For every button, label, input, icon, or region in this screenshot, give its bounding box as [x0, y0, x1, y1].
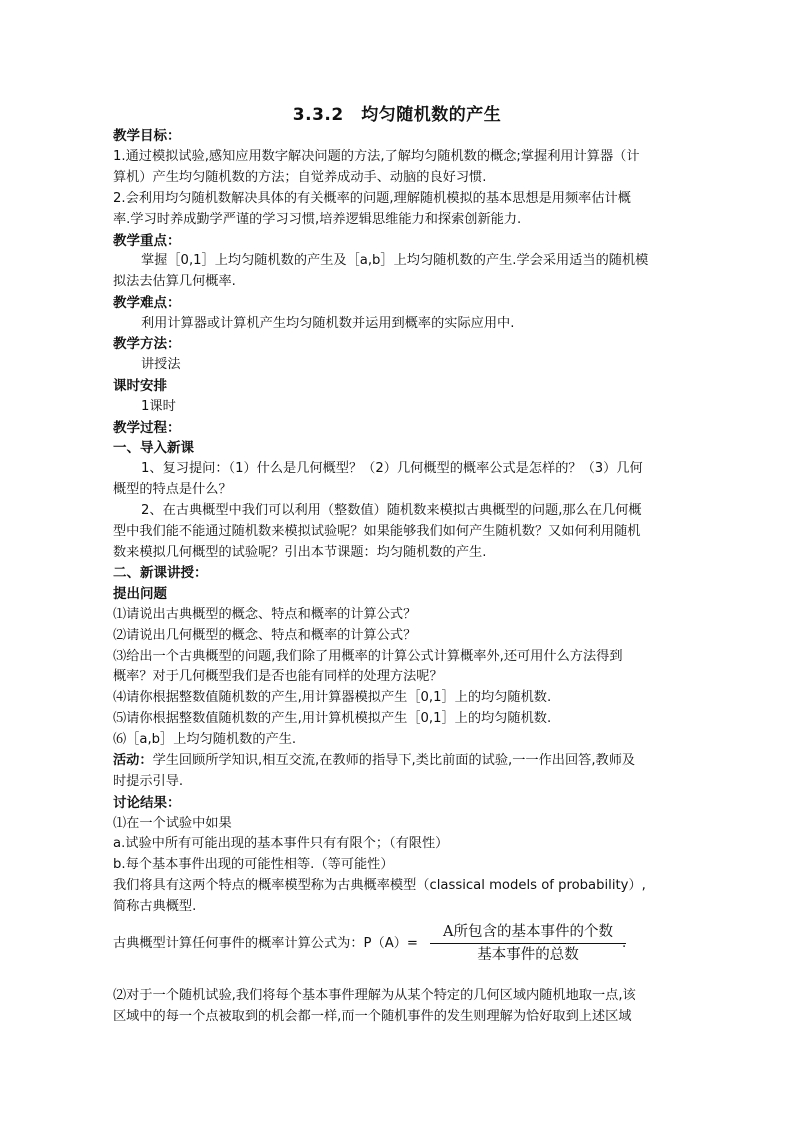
fraction-denominator: 基本事件的总数: [430, 943, 626, 966]
inline-text: 学生回顾所学知识,相互交流,在教师的指导下,类比前面的试验,一一作出回答,教师及: [152, 753, 636, 768]
formula-end: .: [622, 936, 627, 951]
text-line: 区域中的每一个点被取到的机会都一样,而一个随机事件的发生则理解为恰好取到上述区域: [113, 1009, 632, 1024]
text-line: 1.通过模拟试验,感知应用数字解决问题的方法,了解均匀随机数的概念;掌握利用计算器（计: [113, 149, 640, 164]
text-line: 1、复习提问：（1）什么是几何概型？（2）几何概型的概率公式是怎样的？（3）几何: [141, 461, 643, 476]
formula-label: 古典概型计算任何事件的概率计算公式为：P（A）=: [113, 936, 418, 951]
text-line: ⑴在一个试验中如果: [113, 816, 232, 831]
text-line: 概型的特点是什么？: [113, 482, 232, 497]
section-heading: 教学过程：: [113, 420, 181, 436]
text-line: ⑷请你根据整数值随机数的产生,用计算器模拟产生［0,1］上的均匀随机数.: [113, 690, 552, 705]
text-line: ⑶给出一个古典概型的问题,我们除了用概率的计算公式计算概率外,还可用什么方法得到: [113, 649, 623, 664]
section-heading: 一、导入新课: [113, 440, 194, 456]
text-line: 率.学习时养成勤学严谨的学习习惯,培养逻辑思维能力和探索创新能力.: [113, 212, 522, 227]
text-line: 我们将具有这两个特点的概率模型称为古典概率模型（classical models of probability）,: [113, 878, 646, 893]
text-line: 型中我们能不能通过随机数来模拟试验呢？如果能够我们如何产生随机数？又如何利用随机: [113, 524, 641, 539]
probability-fraction: [430, 921, 626, 966]
text-line: ⑸请你根据整数值随机数的产生,用计算机模拟产生［0,1］上的均匀随机数.: [113, 711, 552, 726]
inline-label: 活动：: [113, 753, 153, 768]
section-heading: 教学难点：: [113, 295, 181, 311]
text-line: [113, 751, 688, 771]
text-line: a.试验中所有可能出现的基本事件只有有限个；（有限性）: [113, 836, 449, 851]
text-line: ⑴请说出古典概型的概念、特点和概率的计算公式？: [113, 607, 417, 622]
section-heading: 课时安排: [113, 378, 167, 394]
fraction-numerator: A所包含的基本事件的个数: [443, 924, 613, 940]
text-line: 2、在古典概型中我们可以利用（整数值）随机数来模拟古典概型的问题,那么在几何概: [141, 503, 642, 518]
section-heading: 教学目标：: [113, 128, 181, 144]
text-line: b.每个基本事件出现的可能性相等.（等可能性）: [113, 857, 394, 872]
section-heading: 教学重点：: [113, 233, 181, 249]
text-line: 讲授法: [141, 357, 181, 372]
section-heading: 讨论结果：: [113, 795, 181, 811]
section-heading: 二、新课讲授：: [113, 565, 208, 581]
text-line: ⑵对于一个随机试验,我们将每个基本事件理解为从某个特定的几何区域内随机地取一点,该: [113, 988, 636, 1003]
page-title: 3.3.2 均匀随机数的产生: [292, 105, 502, 125]
section-heading: 提出问题: [113, 586, 167, 602]
text-line: ⑹［a,b］上均匀随机数的产生.: [113, 732, 297, 747]
text-line: 时提示引导.: [113, 774, 184, 789]
text-line: 拟法去估算几何概率.: [113, 274, 236, 289]
text-line: 算机）产生均匀随机数的方法；自觉养成动手、动脑的良好习惯.: [113, 170, 487, 185]
text-line: 1课时: [141, 399, 176, 414]
text-line: 概率？对于几何概型我们是否也能有同样的处理方法呢？: [113, 669, 443, 684]
text-line: 利用计算器或计算机产生均匀随机数并运用到概率的实际应用中.: [141, 316, 515, 331]
text-line: 简称古典概型.: [113, 899, 197, 914]
text-line: ⑵请说出几何概型的概念、特点和概率的计算公式？: [113, 628, 417, 643]
section-heading: 教学方法：: [113, 336, 181, 352]
text-line: 数来模拟几何概型的试验呢？引出本节课题：均匀随机数的产生.: [113, 545, 487, 560]
text-line: 掌握［0,1］上均匀随机数的产生及［a,b］上均匀随机数的产生.学会采用适当的随机模: [141, 253, 649, 268]
text-line: 2.会利用均匀随机数解决具体的有关概率的问题,理解随机模拟的基本思想是用频率估计概: [113, 191, 631, 206]
